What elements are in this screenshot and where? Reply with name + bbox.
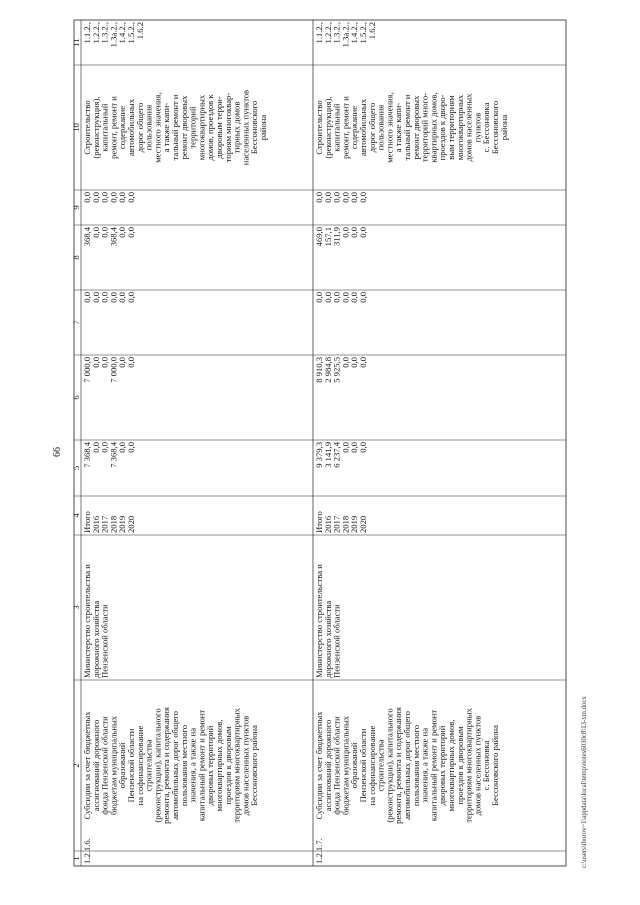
- result-line: Строительство: [314, 100, 324, 155]
- year-cell: 2016: [90, 515, 101, 533]
- description-line: территориям многоквартирных: [463, 708, 474, 823]
- description-line: Пензенской области: [358, 728, 368, 803]
- column-number: 7: [71, 320, 81, 325]
- executor-line: Министерство строительства и: [314, 564, 324, 678]
- description-line: Пензенской области: [126, 728, 136, 803]
- row-id: 1.2.1.7.: [314, 838, 324, 864]
- value-cell: 0,0: [314, 292, 324, 303]
- result-line: местного значения,: [152, 92, 163, 163]
- result-line: ремонт дворовых: [178, 95, 189, 160]
- description-line: (реконструкции), капитального: [384, 708, 395, 823]
- result-line: Бессоновского: [249, 100, 260, 155]
- value-cell: 0,0: [90, 192, 101, 203]
- value-cell: 0,0: [349, 292, 360, 303]
- description-line: с. Бессоновка: [481, 740, 492, 791]
- value-cell: 0,0: [349, 227, 360, 238]
- description-line: ассигнований дорожного: [322, 719, 333, 812]
- value-cell: 0,0: [90, 357, 101, 368]
- value-cell: 0,0: [126, 227, 136, 238]
- result-line: ремонт, ремонт и: [340, 96, 351, 159]
- value-cell: 0,0: [314, 192, 324, 203]
- result-line: многоквартирных: [454, 94, 465, 161]
- value-cell: 368,4: [82, 227, 92, 247]
- description-line: строительства: [375, 739, 386, 792]
- description-line: Субсидии за счет бюджетных: [82, 711, 92, 820]
- year-cell: 2017: [99, 515, 110, 533]
- description-line: домов населенных пунктов: [240, 715, 251, 816]
- result-line: населенных пунктов: [240, 89, 251, 166]
- column-number: 1: [71, 856, 81, 861]
- column-number: 2: [71, 763, 81, 768]
- description-line: автомобильных дорог общего: [170, 711, 180, 820]
- value-cell: 157,1: [322, 227, 333, 247]
- description-line: капитальный ремонт и ремонт: [428, 709, 439, 822]
- value-cell: 0,0: [90, 292, 101, 303]
- result-line: района: [498, 114, 509, 141]
- value-cell: 5 925,5: [331, 357, 342, 383]
- value-cell: 2 984,8: [322, 357, 333, 383]
- value-cell: 0,0: [340, 227, 351, 238]
- indicator-cell: 1.2.2.,: [322, 22, 333, 44]
- indicator-cell: 1.2.2.,: [90, 22, 101, 44]
- year-cell: 2016: [322, 515, 333, 533]
- value-cell: 0,0: [322, 292, 333, 303]
- description-line: на софинансирование: [134, 725, 145, 806]
- value-cell: 0,0: [331, 192, 342, 203]
- description-line: Субсидии за счет бюджетных: [314, 711, 324, 820]
- description-line: многоквартирных домов,: [446, 719, 456, 812]
- value-cell: 0,0: [90, 442, 101, 453]
- value-cell: 0,0: [358, 442, 368, 453]
- value-cell: 0,0: [358, 357, 368, 368]
- value-cell: 0,0: [99, 442, 110, 453]
- result-line: территорий много-: [419, 92, 430, 163]
- value-cell: 0,0: [322, 192, 333, 203]
- value-cell: 0,0: [349, 357, 360, 368]
- value-cell: 7 000,0: [108, 357, 119, 383]
- result-line: дорог общего: [366, 102, 377, 153]
- description-line: бюджетам муниципальных: [340, 715, 351, 816]
- value-cell: 3 141,9: [322, 442, 333, 468]
- year-cell: Итого: [314, 511, 324, 533]
- result-line: ториям многоквар-: [222, 92, 233, 163]
- value-cell: 0,0: [340, 442, 351, 453]
- result-line: пользования: [375, 104, 386, 151]
- result-line: содержание: [349, 105, 360, 150]
- value-cell: 0,0: [117, 357, 128, 368]
- year-cell: 2020: [126, 515, 136, 533]
- description-line: многоквартирных домов,: [214, 719, 224, 812]
- column-number: 3: [71, 605, 81, 610]
- column-number: 11: [71, 38, 81, 47]
- description-line: пользования местного: [178, 724, 189, 807]
- description-line: образований: [349, 742, 360, 789]
- indicator-cell: 1.1.2.,: [82, 22, 92, 44]
- value-cell: 0,0: [117, 292, 128, 303]
- result-line: пунктов: [472, 112, 483, 143]
- year-cell: 2018: [108, 515, 119, 533]
- value-cell: 0,0: [126, 292, 136, 303]
- value-cell: 9 379,3: [314, 442, 324, 468]
- description-line: фонда Пензенской области: [331, 716, 342, 815]
- result-line: тирных домов: [231, 101, 242, 154]
- column-number: 9: [71, 205, 81, 210]
- year-cell: 2020: [358, 515, 368, 533]
- page-number: 66: [52, 447, 63, 457]
- description-line: ремонта, ремонта и содержания: [393, 707, 404, 824]
- year-cell: Итого: [82, 511, 92, 533]
- description-line: проездов к дворовым: [454, 726, 465, 805]
- row-id: 1.2.1.6.: [82, 838, 92, 864]
- value-cell: 0,0: [340, 292, 351, 303]
- result-line: с. Бессоновка: [481, 102, 492, 153]
- executor-line: дорожного хозяйства: [322, 600, 333, 678]
- value-cell: 0,0: [90, 227, 101, 238]
- result-line: пользования: [143, 104, 154, 151]
- result-line: (реконструкция),: [90, 96, 101, 159]
- result-line: территорий: [187, 106, 198, 149]
- indicator-cell: 1.4.2.,: [117, 22, 128, 44]
- executor-line: Пензенской области: [99, 604, 110, 678]
- description-line: ассигнований дорожного: [90, 719, 101, 812]
- result-line: ремонт дворовых: [410, 95, 421, 160]
- description-line: дворовых территорий: [205, 725, 216, 806]
- result-line: проездов к дворо-: [437, 94, 448, 161]
- value-cell: 0,0: [82, 292, 92, 303]
- value-cell: 0,0: [340, 192, 351, 203]
- result-line: домов, проездов к: [205, 94, 216, 161]
- value-cell: 0,0: [358, 292, 368, 303]
- indicator-cell: 1.5.2.,: [358, 22, 368, 44]
- value-cell: 7 368,4: [82, 442, 92, 468]
- value-cell: 0,0: [99, 292, 110, 303]
- description-line: Бессоновского района: [249, 725, 260, 806]
- description-line: ремонта, ремонта и содержания: [161, 707, 172, 824]
- result-line: а также капи-: [161, 102, 172, 153]
- description-line: дворовых территорий: [437, 725, 448, 806]
- executor-line: Пензенской области: [331, 604, 342, 678]
- column-number: 4: [71, 513, 81, 518]
- value-cell: 0,0: [126, 357, 136, 368]
- value-cell: 368,4: [108, 227, 119, 247]
- value-cell: 0,0: [126, 192, 136, 203]
- description-line: фонда Пензенской области: [99, 716, 110, 815]
- result-line: домов населенных: [463, 93, 474, 162]
- result-line: тальный ремонт и: [170, 94, 180, 161]
- result-line: капитальный: [331, 103, 342, 152]
- year-cell: 2017: [331, 515, 342, 533]
- result-line: Бессоновского: [490, 100, 500, 155]
- executor-line: дорожного хозяйства: [90, 600, 101, 678]
- result-line: Строительство: [82, 100, 92, 155]
- value-cell: 0,0: [331, 292, 342, 303]
- description-line: значения, а также на: [187, 727, 198, 804]
- value-cell: 6 237,4: [331, 442, 342, 468]
- indicator-cell: 1.3а.2.,: [108, 21, 119, 48]
- column-number: 5: [71, 465, 81, 471]
- value-cell: 0,0: [358, 227, 368, 238]
- indicator-cell: 1.3а.2.,: [340, 22, 351, 48]
- column-number: 10: [71, 123, 81, 132]
- result-line: вым территориям: [446, 95, 456, 160]
- description-line: проездов к дворовым: [222, 726, 233, 805]
- value-cell: 7 368,4: [108, 442, 119, 468]
- value-cell: 7 000,0: [82, 357, 92, 383]
- year-cell: 2019: [117, 515, 128, 533]
- description-line: значения, а также на: [419, 727, 430, 804]
- value-cell: 0,0: [99, 192, 110, 203]
- description-line: на софинансирование: [366, 725, 377, 806]
- value-cell: 0,0: [340, 357, 351, 368]
- result-line: тальный ремонт и: [402, 94, 412, 161]
- value-cell: 0,0: [126, 442, 136, 453]
- description-line: домов населенных пунктов: [472, 715, 483, 816]
- result-line: района: [258, 114, 268, 141]
- indicator-cell: 1.6.2: [134, 22, 145, 40]
- result-line: квартирных домов,: [428, 92, 439, 163]
- value-cell: 0,0: [117, 442, 128, 453]
- value-cell: 311,9: [331, 227, 342, 247]
- value-cell: 8 910,3: [314, 357, 324, 383]
- indicator-cell: 1.1.2.,: [314, 22, 324, 44]
- indicator-cell: 1.4.2.,: [349, 22, 360, 44]
- value-cell: 469,0: [314, 227, 324, 247]
- year-cell: 2019: [349, 515, 360, 533]
- value-cell: 0,0: [358, 192, 368, 203]
- value-cell: 0,0: [117, 192, 128, 203]
- value-cell: 0,0: [82, 192, 92, 203]
- description-line: (реконструкции), капитального: [152, 708, 163, 823]
- indicator-cell: 1.6.2: [366, 22, 377, 40]
- description-line: территориям многоквартирных: [231, 708, 242, 823]
- value-cell: 0,0: [108, 292, 119, 303]
- year-cell: 2018: [340, 515, 351, 533]
- description-line: образований: [117, 742, 128, 789]
- value-cell: 0,0: [99, 357, 110, 368]
- indicator-cell: 1.5.2.,: [126, 22, 136, 44]
- result-line: многоквартирных: [196, 94, 207, 161]
- column-number: 6: [71, 395, 81, 400]
- value-cell: 0,0: [349, 192, 360, 203]
- value-cell: 0,0: [349, 442, 360, 453]
- value-cell: 0,0: [99, 227, 110, 238]
- result-line: автомобильных: [126, 98, 136, 157]
- result-line: автомобильных: [358, 98, 368, 157]
- description-line: капитальный ремонт и ремонт: [196, 709, 207, 822]
- result-line: (реконструкция),: [322, 96, 333, 159]
- result-line: капитальный: [99, 103, 110, 152]
- description-line: автомобильных дорог общего: [402, 711, 412, 820]
- result-line: а также капи-: [393, 102, 404, 153]
- executor-line: Министерство строительства и: [82, 564, 92, 678]
- description-line: строительства: [143, 739, 154, 792]
- footer-file-path: c:\users\iborov~1\appdata\local\temp\notes6030c8\13-xm.docx: [581, 696, 588, 868]
- indicator-cell: 1.3.2.,: [99, 22, 110, 44]
- result-line: дорог общего: [134, 102, 145, 153]
- result-line: дворовым терри-: [214, 96, 224, 159]
- description-line: бюджетам муниципальных: [108, 715, 119, 816]
- description-line: пользования местного: [410, 724, 421, 807]
- description-line: Бессоновского района: [490, 725, 500, 806]
- indicator-cell: 1.3.2.,: [331, 22, 342, 44]
- result-line: ремонт, ремонт и: [108, 96, 119, 159]
- result-line: содержание: [117, 105, 128, 150]
- result-line: местного значения,: [384, 92, 395, 163]
- value-cell: 0,0: [117, 227, 128, 238]
- column-number: 8: [71, 255, 81, 260]
- value-cell: 0,0: [108, 192, 119, 203]
